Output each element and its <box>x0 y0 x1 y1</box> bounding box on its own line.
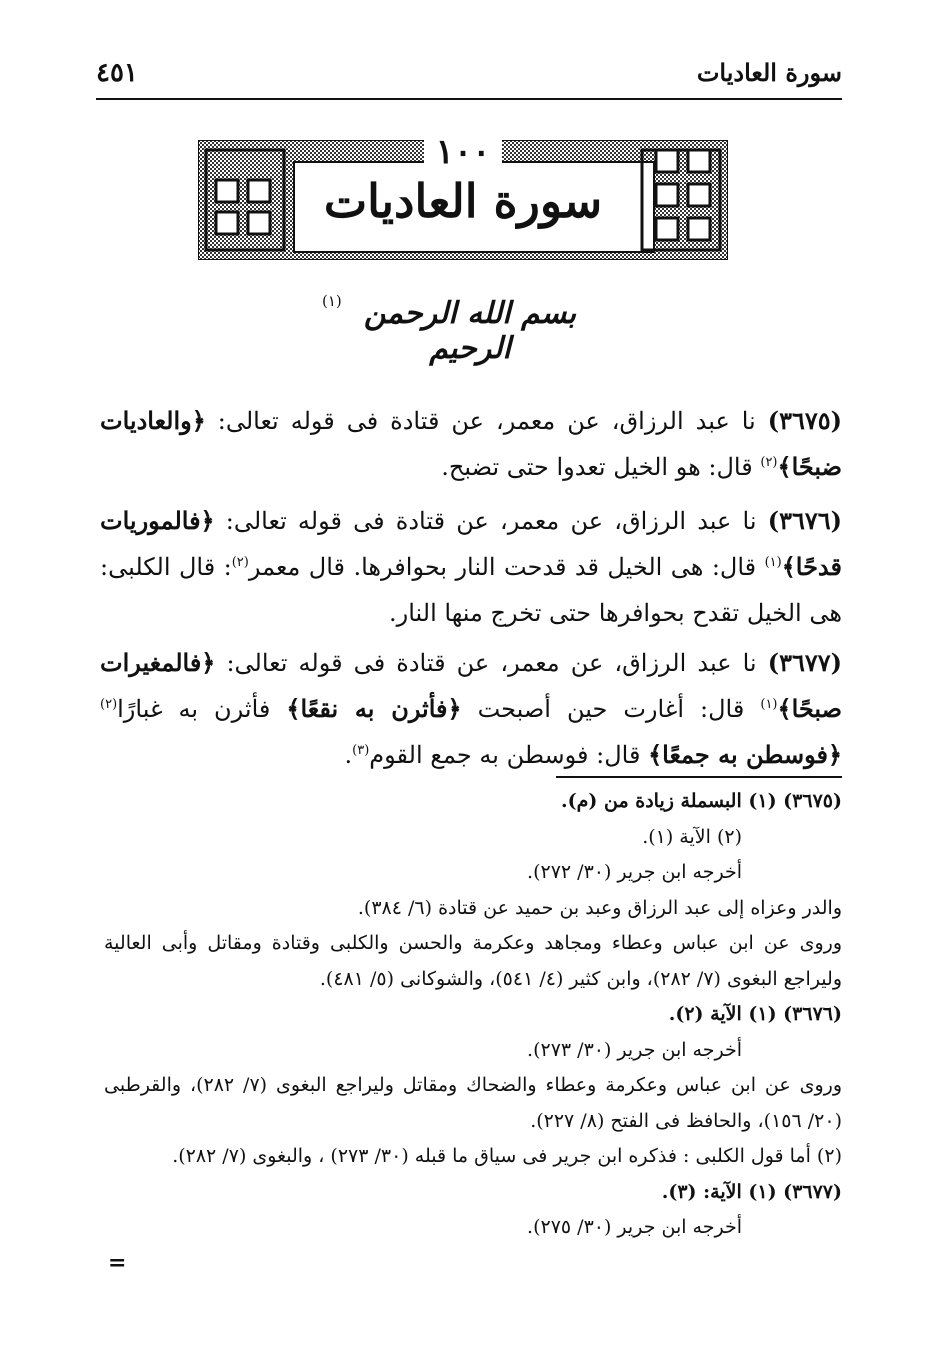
footnote-line: والدر وعزاه إلى عبد الرزاق وعبد بن حميد عن قتادة (٦/ ٣٨٤). <box>357 896 842 919</box>
hadith-text: قال: هى الخيل قد قدحت النار بحوافرها. قال معمر <box>248 553 757 581</box>
hadith-text: قال: فوسطن به جمع القوم <box>369 741 641 769</box>
footnotes <box>104 784 842 1246</box>
hadith-end: . <box>344 741 353 769</box>
quran-verse: ﴿فالمغيرات صبحًا﴾ <box>100 648 842 723</box>
footnote-line: أخرجه ابن جرير (٣٠/ ٢٧٣). <box>527 1038 742 1061</box>
sura-number <box>198 132 728 172</box>
footnote-line: أخرجه ابن جرير (٣٠/ ٢٧٥). <box>527 1216 742 1238</box>
header-rule <box>96 98 842 100</box>
running-title: سورة العاديات <box>696 58 842 87</box>
footnote-line: (٣٦٧٦) (١) الآية (٢). <box>668 1003 842 1025</box>
footnote-ref: (٢) <box>760 455 778 470</box>
footnote-ref: (٢) <box>100 697 118 712</box>
quran-verse: ﴿فأثرن به نقعًا﴾ <box>286 694 462 723</box>
footnote-line: (٢) أما قول الكلبى : فذكره ابن جرير فى سياق ما قبله (٣٠/ ٢٧٣) ، والبغوى (٧/ ٢٨٢). <box>172 1145 842 1167</box>
basmala-footnote-ref: (١) <box>322 292 342 310</box>
hadith-number: (٣٦٧٧) <box>767 648 842 677</box>
page-number: ٤٥١ <box>96 58 138 88</box>
hadith-chain: نا عبد الرزاق، عن معمر، عن قتادة فى قوله تعالى: <box>225 507 757 535</box>
hadith-3675 <box>100 398 842 490</box>
hadith-text-continued: : قال الكلبى: هى الخيل تقدح بحوافرها حتى تخرج منها النار. <box>100 553 842 627</box>
hadith-text: قال: أغارت حين أصبحت <box>477 695 745 723</box>
footnote-ref: (١) <box>760 697 778 712</box>
footnote-ref: (٢) <box>231 555 249 570</box>
hadith-3677 <box>100 640 842 778</box>
basmala <box>322 292 610 366</box>
continuation-mark: = <box>108 1250 127 1276</box>
hadith-chain: نا عبد الرزاق، عن معمر، عن قتادة فى قوله تعالى: <box>217 407 756 435</box>
quran-verse: ﴿فوسطن به جمعًا﴾ <box>648 740 842 769</box>
basmala-calligraphy: بسم الله الرحمن الرحيم <box>363 296 577 366</box>
page-header <box>96 58 842 94</box>
sura-number-text: ١٠٠ <box>424 132 503 172</box>
hadith-chain: نا عبد الرزاق، عن معمر، عن قتادة فى قوله تعالى: <box>226 649 757 677</box>
sura-heading-frame <box>198 132 728 260</box>
sura-title: سورة العاديات <box>323 174 603 228</box>
footnote-line: وروى عن ابن عباس وعكرمة وعطاء والضحاك ومقاتل وليراجع البغوى (٧/ ٢٨٢)، والقرطبى (٢٠/ ١٥٦)، والحافظ فى الفتح (٨/ ٢٢٧). <box>104 1074 842 1132</box>
footnote-line: (٢) الآية (١). <box>642 825 742 848</box>
quran-verse: ﴿فالموريات قدحًا﴾ <box>100 506 842 581</box>
hadith-text: قال: هو الخيل تعدوا حتى تضبح. <box>441 453 753 481</box>
footnote-separator <box>556 776 842 778</box>
quran-verse: ﴿والعاديات ضبحًا﴾ <box>100 406 842 481</box>
hadith-3676 <box>100 498 842 636</box>
footnote-line: وروى عن ابن عباس وعطاء ومجاهد وعكرمة والحسن والكلبى وقتادة ومقاتل وأبى العالية وليراجع البغوى (٧/ ٢٨٢)، وابن كثير (٤/ ٥٤١)، والشوكانى (٥/ ٤٨١). <box>104 932 842 990</box>
footnote-line: (٣٦٧٧) (١) الآية: (٣). <box>661 1180 842 1203</box>
hadith-number: (٣٦٧٥) <box>767 406 842 435</box>
hadith-text: فأثرن به غبارًا <box>117 695 271 723</box>
footnote-ref: (١) <box>764 555 782 570</box>
footnote-line: أخرجه ابن جرير (٣٠/ ٢٧٢). <box>527 861 742 883</box>
hadith-number: (٣٦٧٦) <box>767 506 842 535</box>
footnote-line: (٣٦٧٥) (١) البسملة زيادة من (م). <box>561 790 842 812</box>
footnote-ref: (٣) <box>352 743 370 758</box>
